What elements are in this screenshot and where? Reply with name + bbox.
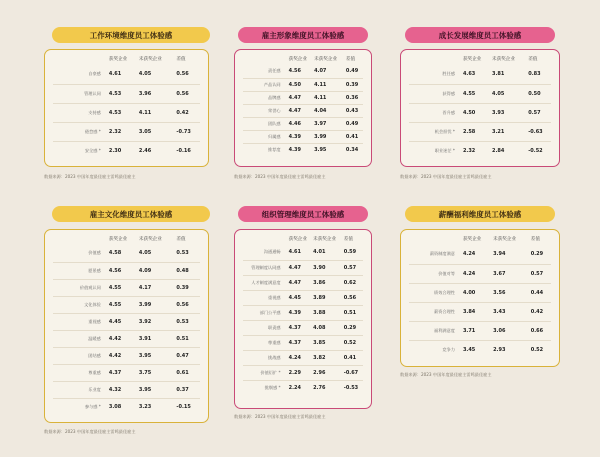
row-label: 价值对等	[409, 264, 463, 283]
column-header: 差值	[176, 57, 186, 62]
row-label: 倦怠感 *	[53, 122, 109, 141]
difference-value: 0.29	[344, 320, 363, 335]
non-awarded-value: 3.21	[492, 122, 528, 141]
non-awarded-value: 3.82	[313, 350, 344, 365]
difference-value: -0.15	[176, 398, 200, 415]
row-label: 价值感	[88, 250, 101, 256]
non-awarded-value: 3.95	[314, 143, 346, 156]
awarded-value: 4.42	[109, 347, 139, 364]
difference-value: 0.36	[346, 91, 363, 104]
difference-value: 0.57	[528, 103, 551, 122]
awarded-value: 2.32	[463, 141, 492, 160]
column-header: 获奖企业	[288, 57, 307, 62]
difference-value: 0.43	[346, 104, 363, 117]
awarded-value: 3.71	[463, 321, 493, 340]
row-label: 薪资制度满意	[429, 251, 455, 257]
table-row	[409, 321, 551, 340]
source-note: 数据来源：2023 中国年度最佳雇主雷鸣最佳雇主	[44, 429, 136, 434]
table-card-work-environment	[44, 49, 209, 167]
table-row	[53, 122, 200, 141]
non-awarded-value: 2.96	[313, 365, 344, 380]
difference-value: 0.52	[344, 335, 363, 350]
difference-value: 0.57	[531, 264, 551, 283]
table-row	[243, 350, 363, 365]
difference-value: -0.16	[176, 141, 200, 160]
awarded-value: 4.53	[109, 103, 139, 122]
awarded-value: 4.24	[462, 251, 476, 258]
awarded-value: 2.58	[463, 122, 492, 141]
non-awarded-value: 3.96	[139, 84, 177, 103]
awarded-value: 4.37	[289, 320, 314, 335]
table-row	[243, 117, 363, 130]
awarded-value: 2.32	[109, 122, 139, 141]
table-header-row	[243, 53, 363, 65]
awarded-value: 3.84	[463, 302, 493, 321]
panel-title-employer-image: 雇主形象维度员工体验感	[238, 27, 368, 43]
column-header: 差值	[345, 57, 356, 62]
non-awarded-value: 4.04	[314, 104, 346, 117]
difference-value: 0.56	[344, 290, 363, 305]
row-label: 竞争力	[409, 340, 463, 359]
row-label: 团结感	[53, 347, 109, 364]
row-label: 品牌感	[243, 91, 289, 104]
awarded-value: 4.50	[463, 103, 492, 122]
difference-value: 0.51	[344, 305, 363, 320]
row-label: 参与感 *	[53, 398, 109, 415]
row-label: 重视感	[53, 313, 109, 330]
table-card-compensation	[400, 229, 560, 367]
row-label: 责任感	[268, 68, 281, 74]
non-awarded-value: 3.85	[313, 335, 344, 350]
source-note: 数据来源：2023 中国年度最佳雇主雷鸣最佳雇主	[400, 372, 492, 377]
row-label: 愿景感	[53, 262, 109, 279]
awarded-value: 4.56	[288, 68, 301, 75]
difference-value: 0.57	[344, 260, 363, 275]
row-label: 温暖感	[53, 330, 109, 347]
difference-value: -0.53	[344, 380, 363, 395]
table-row	[53, 313, 200, 330]
difference-value: 0.50	[528, 84, 551, 103]
awarded-value: 4.47	[289, 91, 314, 104]
table-row	[243, 320, 363, 335]
awarded-value: 2.30	[109, 141, 139, 160]
difference-value: 0.34	[346, 143, 363, 156]
table-row	[243, 143, 363, 156]
non-awarded-value: 3.67	[493, 264, 531, 283]
awarded-value: 2.24	[289, 380, 314, 395]
non-awarded-value: 4.08	[313, 320, 344, 335]
row-label: 晋升感	[409, 103, 463, 122]
non-awarded-value: 3.86	[313, 275, 344, 290]
difference-value: 0.52	[531, 340, 551, 359]
difference-value: 0.53	[176, 250, 189, 257]
header-blank	[53, 233, 109, 245]
table-row	[409, 340, 551, 359]
table-row	[53, 279, 200, 296]
table-row	[409, 122, 551, 141]
difference-value: 0.66	[531, 321, 551, 340]
row-label: 职责感	[243, 320, 289, 335]
awarded-value: 4.55	[109, 279, 139, 296]
non-awarded-value: 4.01	[313, 249, 326, 256]
non-awarded-value: 3.06	[493, 321, 531, 340]
non-awarded-value: 3.92	[139, 313, 177, 330]
table-row	[243, 335, 363, 350]
table-row	[53, 262, 200, 279]
difference-value: 0.42	[531, 302, 551, 321]
row-label: 价值衍扩 *	[243, 365, 289, 380]
table-row	[243, 91, 363, 104]
data-table	[53, 53, 200, 160]
awarded-value: 4.47	[289, 104, 314, 117]
row-label: 管理制度认同感	[243, 260, 289, 275]
table-row	[53, 245, 200, 262]
column-header: 获奖企业	[462, 237, 482, 242]
row-label: 荣誉心	[243, 104, 289, 117]
row-label: 挑剔感 *	[243, 380, 289, 395]
difference-value: -0.52	[528, 141, 551, 160]
non-awarded-value: 3.90	[313, 260, 344, 275]
row-label: 价值观认同	[53, 279, 109, 296]
awarded-value: 4.37	[289, 335, 314, 350]
table-row	[409, 302, 551, 321]
data-table	[53, 233, 200, 415]
header-blank	[409, 53, 463, 65]
table-row	[243, 78, 363, 91]
table-row	[53, 347, 200, 364]
non-awarded-value: 3.88	[313, 305, 344, 320]
row-label: 团队感	[243, 117, 289, 130]
difference-value: 0.44	[531, 283, 551, 302]
table-header-row	[53, 233, 200, 245]
awarded-value: 4.45	[109, 313, 139, 330]
row-label: 文化体验	[53, 296, 109, 313]
non-awarded-value: 3.23	[139, 398, 177, 415]
table-row	[409, 283, 551, 302]
table-row	[243, 260, 363, 275]
source-note: 数据来源：2023 中国年度最佳雇主雷鸣最佳雇主	[234, 414, 326, 419]
difference-value: 0.29	[530, 251, 544, 258]
table-row	[243, 275, 363, 290]
table-header-row	[243, 233, 363, 245]
non-awarded-value: 3.95	[139, 381, 177, 398]
table-header-row	[409, 233, 551, 245]
row-label: 获得感	[409, 84, 463, 103]
row-label: 安全感 *	[53, 141, 109, 160]
awarded-value: 4.00	[463, 283, 493, 302]
difference-value: 0.39	[176, 279, 200, 296]
table-row	[409, 65, 551, 84]
difference-value: -0.67	[344, 365, 363, 380]
difference-value: -0.63	[528, 122, 551, 141]
difference-value: 0.47	[176, 347, 200, 364]
difference-value: 0.62	[344, 275, 363, 290]
difference-value: 0.56	[176, 296, 200, 313]
row-label: 人才制度满意度	[243, 275, 289, 290]
awarded-value: 4.39	[289, 130, 314, 143]
row-label: 尊重感	[53, 364, 109, 381]
data-table	[409, 53, 551, 160]
difference-value: 0.39	[346, 78, 363, 91]
difference-value: 0.48	[176, 262, 200, 279]
non-awarded-value: 3.56	[493, 283, 531, 302]
awarded-value: 4.46	[289, 117, 314, 130]
column-header: 未获奖企业	[491, 57, 515, 62]
awarded-value: 4.47	[289, 275, 314, 290]
table-row	[53, 330, 200, 347]
column-header: 获奖企业	[462, 57, 482, 62]
panel-title-growth: 成长发展维度员工体验感	[405, 27, 555, 43]
non-awarded-value: 3.95	[139, 347, 177, 364]
source-note: 数据来源：2023 中国年度最佳雇主雷鸣最佳雇主	[234, 174, 326, 179]
data-table	[243, 53, 363, 156]
row-label: 福利满意度	[409, 321, 463, 340]
non-awarded-value: 4.05	[138, 250, 152, 257]
difference-value: 0.83	[528, 71, 541, 78]
non-awarded-value: 3.99	[314, 130, 346, 143]
non-awarded-value: 3.91	[139, 330, 177, 347]
data-table	[409, 233, 551, 359]
difference-value: 0.49	[345, 68, 359, 75]
awarded-value: 3.45	[463, 340, 493, 359]
non-awarded-value: 3.75	[139, 364, 177, 381]
non-awarded-value: 2.46	[139, 141, 177, 160]
table-row	[243, 65, 363, 78]
table-row	[53, 398, 200, 415]
table-row	[409, 245, 551, 264]
table-row	[243, 290, 363, 305]
non-awarded-value: 3.43	[493, 302, 531, 321]
table-row	[243, 365, 363, 380]
non-awarded-value: 3.99	[139, 296, 177, 313]
table-row	[243, 104, 363, 117]
awarded-value: 4.53	[109, 84, 139, 103]
table-card-employer-culture	[44, 229, 209, 423]
non-awarded-value: 4.17	[139, 279, 177, 296]
difference-value: 0.42	[176, 103, 200, 122]
non-awarded-value: 4.05	[492, 84, 528, 103]
row-label: 机会担忧 *	[409, 122, 463, 141]
awarded-value: 4.39	[289, 305, 314, 320]
non-awarded-value: 3.89	[313, 290, 344, 305]
table-row	[243, 130, 363, 143]
row-label: 沟通通畅	[263, 249, 281, 255]
awarded-value: 4.61	[288, 249, 301, 256]
column-header: 差值	[176, 237, 186, 242]
difference-value: 0.61	[176, 364, 200, 381]
column-header: 差值	[530, 237, 540, 242]
difference-value: 0.56	[176, 84, 200, 103]
table-card-growth	[400, 49, 560, 167]
data-table	[243, 233, 363, 395]
header-blank	[53, 53, 109, 65]
panel-title-work-environment: 工作环境维度员工体验感	[52, 27, 210, 43]
row-label: 职业迷茫 *	[409, 141, 463, 160]
awarded-value: 4.42	[109, 330, 139, 347]
table-header-row	[53, 53, 200, 65]
panel-title-org-management: 组织管理维度员工体验感	[238, 206, 368, 222]
difference-value: 0.51	[176, 330, 200, 347]
table-card-employer-image	[234, 49, 372, 167]
header-blank	[243, 233, 289, 245]
awarded-value: 4.55	[109, 296, 139, 313]
awarded-value: 4.24	[289, 350, 314, 365]
source-note: 数据来源：2023 中国年度最佳雇主雷鸣最佳雇主	[44, 174, 136, 179]
awarded-value: 4.32	[109, 381, 139, 398]
non-awarded-value: 4.09	[139, 262, 177, 279]
table-row	[243, 380, 363, 395]
difference-value: -0.73	[176, 122, 200, 141]
awarded-value: 4.47	[289, 260, 314, 275]
non-awarded-value: 3.05	[139, 122, 177, 141]
row-label: 产品认同	[243, 78, 289, 91]
non-awarded-value: 4.05	[138, 71, 152, 78]
non-awarded-value: 2.84	[492, 141, 528, 160]
difference-value: 0.53	[176, 313, 200, 330]
table-row	[53, 381, 200, 398]
awarded-value: 4.63	[462, 71, 476, 78]
difference-value: 0.41	[346, 130, 363, 143]
awarded-value: 4.24	[463, 264, 493, 283]
awarded-value: 4.45	[289, 290, 314, 305]
difference-value: 0.56	[176, 71, 189, 78]
non-awarded-value: 3.93	[492, 103, 528, 122]
column-header: 未获奖企业	[493, 237, 517, 242]
row-label: 绩效合理性	[409, 283, 463, 302]
row-label: 乐业度	[53, 381, 109, 398]
non-awarded-value: 3.81	[491, 71, 505, 78]
column-header: 差值	[528, 57, 538, 62]
row-label: 胜任感	[442, 71, 455, 77]
header-blank	[409, 233, 463, 245]
non-awarded-value: 2.76	[313, 380, 344, 395]
table-row	[53, 103, 200, 122]
non-awarded-value: 4.11	[314, 78, 346, 91]
table-row	[243, 245, 363, 260]
column-header: 未获奖企业	[313, 237, 337, 242]
non-awarded-value: 4.07	[314, 68, 327, 75]
table-row	[409, 141, 551, 160]
row-label: 部门公平感	[243, 305, 289, 320]
non-awarded-value: 2.93	[493, 340, 531, 359]
difference-value: 0.59	[343, 249, 357, 256]
header-blank	[243, 53, 289, 65]
column-header: 未获奖企业	[138, 57, 162, 62]
table-row	[53, 141, 200, 160]
row-label: 挑战感	[243, 350, 289, 365]
row-label: 自豪感	[88, 71, 101, 77]
table-row	[53, 364, 200, 381]
difference-value: 0.37	[176, 381, 200, 398]
awarded-value: 2.29	[289, 365, 314, 380]
row-label: 管理认同	[53, 84, 109, 103]
table-row	[53, 296, 200, 313]
row-label: 支持感	[53, 103, 109, 122]
difference-value: 0.49	[346, 117, 363, 130]
non-awarded-value: 4.11	[139, 103, 177, 122]
row-label: 推荐度	[243, 143, 289, 156]
difference-value: 0.41	[344, 350, 363, 365]
row-label: 重视感	[243, 290, 289, 305]
non-awarded-value: 3.94	[493, 251, 506, 258]
source-note: 数据来源：2023 中国年度最佳雇主雷鸣最佳雇主	[400, 174, 492, 179]
table-row	[409, 84, 551, 103]
panel-title-employer-culture: 雇主文化维度员工体验感	[52, 206, 210, 222]
awarded-value: 4.37	[109, 364, 139, 381]
table-row	[53, 84, 200, 103]
column-header: 未获奖企业	[314, 57, 338, 62]
column-header: 差值	[343, 237, 353, 242]
row-label: 归属感	[243, 130, 289, 143]
table-header-row	[409, 53, 551, 65]
panel-title-compensation: 薪酬福利维度员工体验感	[405, 206, 555, 222]
row-label: 薪资合理性	[409, 302, 463, 321]
awarded-value: 4.61	[108, 71, 122, 78]
awarded-value: 4.50	[289, 78, 314, 91]
table-row	[409, 103, 551, 122]
awarded-value: 4.56	[109, 262, 139, 279]
column-header: 获奖企业	[108, 57, 128, 62]
row-label: 尊重感	[243, 335, 289, 350]
table-card-org-management	[234, 229, 372, 409]
awarded-value: 4.55	[463, 84, 492, 103]
awarded-value: 4.39	[289, 143, 314, 156]
table-row	[409, 264, 551, 283]
column-header: 获奖企业	[108, 237, 128, 242]
table-row	[53, 65, 200, 84]
awarded-value: 4.58	[108, 250, 122, 257]
column-header: 未获奖企业	[138, 237, 162, 242]
column-header: 获奖企业	[288, 237, 307, 242]
non-awarded-value: 4.11	[314, 91, 346, 104]
table-row	[243, 305, 363, 320]
non-awarded-value: 3.97	[314, 117, 346, 130]
awarded-value: 3.08	[109, 398, 139, 415]
